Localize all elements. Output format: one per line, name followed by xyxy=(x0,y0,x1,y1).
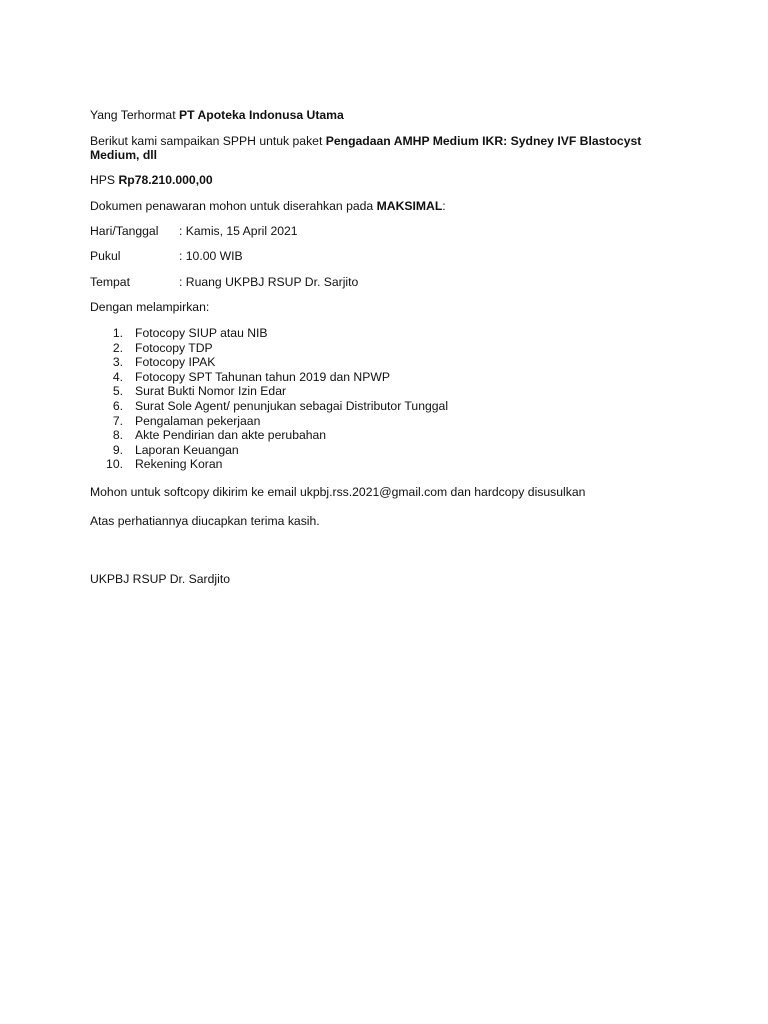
list-item-number: 10. xyxy=(106,457,123,472)
deadline-emphasis: MAKSIMAL xyxy=(376,199,443,213)
list-item-text: Fotocopy SPT Tahunan tahun 2019 dan NPWP xyxy=(135,369,390,384)
closing-line: Atas perhatiannya diucapkan terima kasih. xyxy=(90,514,320,528)
list-item-text: Fotocopy SIUP atau NIB xyxy=(135,326,268,340)
intro-prefix: Berikut kami sampaikan SPPH untuk paket xyxy=(90,134,326,148)
schedule-label-place: Tempat xyxy=(90,275,130,289)
hps-line xyxy=(90,173,213,188)
deadline-line xyxy=(90,199,446,214)
list-item-number: 2. xyxy=(112,340,123,355)
intro-line-2 xyxy=(90,148,157,163)
list-item-text: Akte Pendirian dan akte perubahan xyxy=(135,428,327,443)
schedule-value-time: : 10.00 WIB xyxy=(179,249,243,263)
hps-label: HPS xyxy=(90,173,119,187)
recipient-name: PT Apoteka Indonusa Utama xyxy=(178,108,344,122)
list-item-text: Laporan Keuangan xyxy=(135,442,239,457)
schedule-value-place: : Ruang UKPBJ RSUP Dr. Sarjito xyxy=(179,275,359,289)
list-item-number: 7. xyxy=(112,413,123,428)
list-item-text: Fotocopy TDP xyxy=(135,340,213,355)
list-item-number: 3. xyxy=(112,355,123,370)
list-item-number: 5. xyxy=(112,384,123,399)
package-name-line1: Pengadaan AMHP Medium IKR: Sydney IVF Blastocyst xyxy=(325,134,642,148)
list-item-number: 8. xyxy=(112,428,123,443)
list-item-number: 6. xyxy=(112,398,123,413)
list-item-number: 1. xyxy=(112,326,123,340)
attachments-intro: Dengan melampirkan: xyxy=(90,300,210,314)
list-item-text: Pengalaman pekerjaan xyxy=(135,413,261,428)
list-item-number: 4. xyxy=(112,369,123,384)
list-item-number: 9. xyxy=(112,442,123,457)
list-item-text: Surat Sole Agent/ penunjukan sebagai Distributor Tunggal xyxy=(135,398,449,413)
deadline-suffix: : xyxy=(442,199,446,213)
hps-value: Rp78.210.000,00 xyxy=(118,173,213,187)
schedule-label-time: Pukul xyxy=(90,249,121,263)
list-item-text: Fotocopy IPAK xyxy=(135,355,216,370)
schedule-value-date: : Kamis, 15 April 2021 xyxy=(179,224,298,238)
intro-line-1 xyxy=(90,134,641,149)
salutation-prefix: Yang Terhormat xyxy=(90,108,179,122)
signature: UKPBJ RSUP Dr. Sardjito xyxy=(90,572,230,586)
list-item-text: Rekening Koran xyxy=(135,457,223,472)
deadline-prefix: Dokumen penawaran mohon untuk diserahkan pada xyxy=(90,199,377,213)
schedule-label-date: Hari/Tanggal xyxy=(90,224,159,238)
package-name-line2: Medium, dll xyxy=(90,148,158,162)
salutation xyxy=(90,108,344,123)
email-note: Mohon untuk softcopy dikirim ke email ukpbj.rss.2021@gmail.com dan hardcopy disusulkan xyxy=(90,485,586,499)
list-item-text: Surat Bukti Nomor Izin Edar xyxy=(135,384,287,399)
